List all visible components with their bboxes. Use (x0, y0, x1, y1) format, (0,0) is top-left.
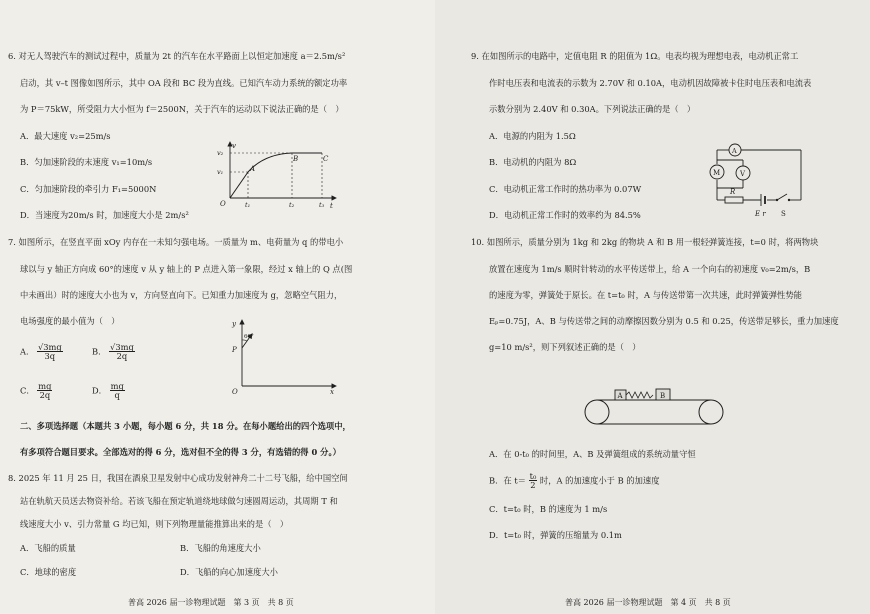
left-pulley (585, 400, 609, 424)
graph-label-a: A (250, 165, 256, 173)
q8-option-d: D．飞船的向心加速度大小 (180, 567, 278, 577)
q6-line3: 为 P＝75kW，所受阻力大小恒为 f＝2500N，关于汽车的运动以下说法正确的是（ ） (20, 104, 344, 114)
right-pulley (699, 400, 723, 424)
graph-label-o: O (220, 200, 226, 208)
section2-line2: 有多项符合题目要求。全部选对的得 6 分，选对但不全的得 3 分，有选错的得 0 分。） (20, 447, 341, 457)
q6-vt-graph (212, 138, 340, 210)
q10-option-b: B．在 t＝ $\frac{\text{t₀}}{2}$ 时，A 的加速度小于 B 的加速度 (489, 471, 660, 491)
q10-line1: 10. 如图所示，质量分别为 1kg 和 2kg 的物块 A 和 B 用一根轻弹簧连接，t=0 时，将两物块 (471, 237, 819, 247)
q6-line2: 启动，其 v–t 图像如图所示，其中 OA 段和 BC 段为直线。已知汽车动力系统的额定功率 (20, 78, 348, 88)
graph-label-o: O (232, 388, 238, 396)
graph-label-x: x (330, 388, 334, 396)
q6-option-b: B．匀加速阶段的末速度 v₁=10m/s (20, 157, 153, 167)
q7-option-a: A． $\frac{√3mg}{3q}$ (20, 342, 62, 362)
q9-line2: 作时电压表和电流表的示数为 2.70V 和 0.10A，电动机因故障被卡住时电压表和电流表 (489, 78, 812, 88)
q8-line2: 站在轨航天员送去物资补给。若该飞船在预定轨道绕地球做匀速圆周运动，其周期 T 和 (20, 496, 338, 506)
q6-option-c: C．匀加速阶段的牵引力 F₁=5000N (20, 184, 157, 194)
q10-option-c: C．t=t₀ 时，B 的速度为 1 m/s (489, 504, 608, 514)
q6-option-d: D．当速度为20m/s 时，加速度大小是 2m/s² (20, 210, 189, 220)
graph-label-c: C (323, 155, 329, 163)
q7-option-c: C． $\frac{mg}{2q}$ (20, 381, 52, 401)
right-page (435, 0, 870, 614)
q7-option-c-fraction: $\frac{mg}{2q}$ (38, 381, 52, 401)
spring (626, 392, 653, 398)
q6-line1: 6. 对无人驾驶汽车的测试过程中，质量为 2t 的汽车在水平路面上以恒定加速度 a＝2.5m/s² (8, 51, 346, 61)
q7-xoy-graph (222, 316, 340, 396)
q10-line5: g=10 m/s²，则下列叙述正确的是（ ） (489, 342, 641, 352)
belt-label-a: A (617, 392, 623, 400)
circuit-label-s: S (781, 210, 786, 218)
circuit-label-m: M (713, 169, 721, 177)
q10-line4: Eₚ=0.75J，A、B 与传送带之间的动摩擦因数分别为 0.5 和 0.25，传送带足够长，重力加速度 (489, 316, 839, 326)
q8-line3: 线速度大小 v、引力常量 G 均已知，则下列物理量能推算出来的是（ ） (20, 519, 289, 529)
q8-line1: 8. 2025 年 11 月 25 日，我国在酒泉卫星发射中心成功发射神舟二十二号飞船，给中国空间 (8, 473, 348, 483)
graph-label-t1: t₁ (245, 201, 251, 209)
graph-label-t: t (330, 202, 333, 210)
q10-option-a: A．在 0-t₀ 的时间里，A、B 及弹簧组成的系统动量守恒 (489, 449, 696, 459)
q9-option-c: C．电动机正常工作时的热功率为 0.07W (489, 184, 642, 194)
graph-label-t2: t₂ (289, 201, 295, 209)
section2-line1: 二、多项选择题（本题共 3 小题，每小题 6 分，共 18 分。在每小题给出的四个选项中， (20, 421, 351, 431)
circuit-label-r: R (730, 188, 736, 196)
q9-circuit-diagram (697, 138, 807, 220)
q7-line3: 中未画出）时的速度大小也为 v，方向竖直向下。已知重力加速度为 g，忽略空气阻力， (20, 290, 343, 300)
q10-option-b-fraction: $\frac{\text{t₀}}{2}$ (529, 471, 537, 491)
graph-label-v: v (232, 142, 236, 150)
q9-option-a: A．电源的内阻为 1.5Ω (489, 131, 576, 141)
circuit-label-er: E r (755, 210, 766, 218)
q7-line2: 球以与 y 轴正方向成 60°的速度 v 从 y 轴上的 P 点进入第一象限，经过 x 轴上的 Q 点(图 (20, 264, 353, 274)
left-page-footer: 普高 2026 届一诊物理试题 第 3 页 共 8 页 (128, 598, 294, 607)
q10-conveyor-diagram (581, 384, 731, 432)
q8-option-a: A．飞船的质量 (20, 543, 76, 553)
q9-option-b: B．电动机的内阻为 8Ω (489, 157, 577, 167)
q10-line3: 的速度为零，弹簧处于原长。在 t=t₀ 时，A 与传送带第一次共速，此时弹簧弹性势能 (489, 290, 802, 300)
segment-oa (230, 172, 248, 198)
right-page-footer: 普高 2026 届一诊物理试题 第 4 页 共 8 页 (565, 598, 731, 607)
graph-label-p: P (232, 346, 237, 354)
q7-option-b-fraction: $\frac{√3mg}{2q}$ (110, 342, 134, 362)
q9-line3: 示数分别为 2.40V 和 0.30A。下列说法正确的是（ ） (489, 104, 696, 114)
graph-label-t3: t₃ (319, 201, 325, 209)
switch-icon (788, 199, 790, 201)
q8-option-b: B．飞船的角速度大小 (180, 543, 261, 553)
graph-label-y: y (232, 320, 236, 328)
graph-label-b: B (293, 155, 299, 163)
circuit-label-v: V (740, 170, 746, 178)
q7-option-d-fraction: $\frac{mg}{q}$ (110, 381, 124, 401)
resistor-icon (725, 197, 743, 203)
q7-option-b: B． $\frac{√3mg}{2q}$ (92, 342, 134, 362)
q9-line1: 9. 在如图所示的电路中，定值电阻 R 的阻值为 1Ω。电表均视为理想电表，电动机正常工 (471, 51, 799, 61)
q9-option-d: D．电动机正常工作时的效率约为 84.5% (489, 210, 641, 220)
q7-line1: 7. 如图所示，在竖直平面 xOy 内存在一未知匀强电场。一质量为 m、电荷量为 q 的带电小 (8, 237, 344, 247)
q10-option-d: D．t=t₀ 时，弹簧的压缩量为 0.1m (489, 530, 622, 540)
q8-option-c: C．地球的密度 (20, 567, 77, 577)
q10-line2: 放置在速度为 1m/s 顺时针转动的水平传送带上，给 A 一个向右的初速度 v₀=2m/s，B (489, 264, 811, 274)
graph-label-v1: v₁ (217, 168, 224, 176)
q7-option-d: D． $\frac{mg}{q}$ (92, 381, 124, 401)
q7-option-a-fraction: $\frac{√3mg}{3q}$ (37, 342, 62, 362)
belt-label-b: B (660, 392, 666, 400)
circuit-label-a: A (732, 147, 737, 155)
graph-label-angle: 60° (244, 334, 254, 340)
q6-option-a: A．最大速度 v₂=25m/s (20, 131, 111, 141)
q7-line4: 电场强度的最小值为（ ） (20, 316, 120, 326)
graph-label-v2: v₂ (217, 149, 224, 157)
